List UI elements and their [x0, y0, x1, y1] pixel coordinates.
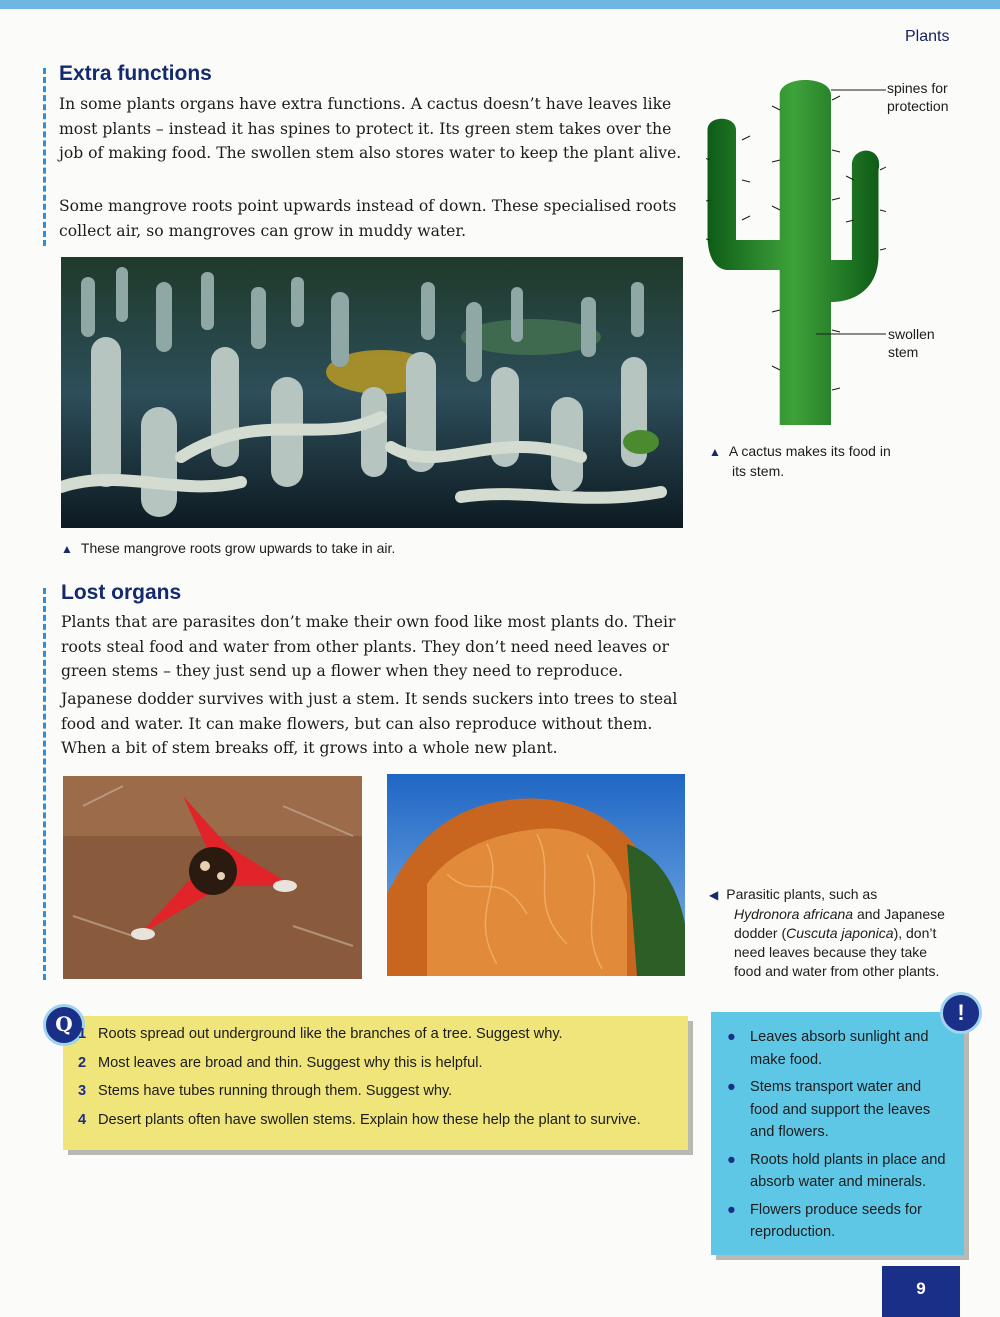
label-stem-line2: stem [888, 344, 919, 360]
question-text: Desert plants often have swollen stems. Explain how these help the plant to survive. [98, 1111, 641, 1128]
summary-text: Stems transport water and food and support the leaves and flowers. [750, 1079, 931, 1140]
species-name-cuscuta: Cuscuta japonica [786, 925, 894, 941]
parasites-caption-line5: food and water from other plants. [734, 963, 940, 979]
summary-item [723, 1149, 953, 1194]
label-spines-line2: protection [887, 98, 949, 114]
hydnora-flower-photo [63, 776, 362, 979]
mangrove-caption-text: These mangrove roots grow upwards to take in air. [80, 540, 396, 556]
margin-dashed-line [43, 588, 46, 980]
heading-lost-organs: Lost organs [61, 581, 182, 604]
question-item [78, 1112, 641, 1141]
page-number: 9 [882, 1266, 960, 1317]
paragraph-mangrove: Some mangrove roots point upwards instead of down. These specialised roots collect air, so mangroves can grow in muddy water. [59, 197, 677, 240]
up-arrow-icon: ▲ [61, 542, 73, 556]
question-number: 4 [78, 1111, 87, 1128]
summary-text: Flowers produce seeds for reproduction. [750, 1201, 922, 1240]
question-badge-icon: Q [43, 1004, 85, 1046]
question-text: Most leaves are broad and thin. Suggest why this is helpful. [98, 1054, 483, 1071]
margin-dashed-line [43, 68, 46, 246]
species-name-hydnora: Hydronora africana [734, 906, 854, 922]
bullet-icon: ● [727, 1151, 736, 1168]
parasites-caption-line3a: dodder ( [734, 925, 787, 941]
summary-text: Leaves absorb sunlight and make food. [750, 1029, 929, 1068]
question-number: 2 [78, 1054, 87, 1071]
cactus-caption [709, 442, 891, 481]
parasites-caption-line2: and Japanese [853, 906, 945, 922]
heading-extra-functions: Extra functions [59, 62, 212, 85]
exclamation-badge-icon: ! [940, 992, 982, 1034]
parasites-caption [709, 885, 969, 981]
parasites-caption-line1: Parasitic plants, such as [726, 886, 878, 902]
questions-list [78, 1026, 641, 1140]
label-swollen-stem [888, 325, 935, 361]
summary-list [723, 1026, 953, 1249]
left-arrow-icon: ◀ [709, 888, 719, 902]
paragraph-cactus: In some plants organs have extra functions. A cactus doesn’t have leaves like most plants – instead it has spines to protect it. Its green stem takes over the job of making food. The swollen stem also stores water to keep the plant alive. [59, 95, 682, 162]
top-color-bar [0, 0, 1000, 9]
summary-item [723, 1199, 953, 1244]
parasites-caption-line4: need leaves because they take [734, 944, 928, 960]
mangrove-roots-photo [61, 257, 683, 528]
question-item [78, 1026, 641, 1055]
paragraph-parasites: Plants that are parasites don’t make their own food like most plants do. Their roots steal food and water from other plants. They don’t need need leaves or green stems – they just send up a flower when they need to reproduce. [61, 613, 676, 680]
bullet-icon: ● [727, 1079, 736, 1095]
up-arrow-icon: ▲ [709, 445, 721, 459]
label-spines [887, 79, 948, 115]
cactus-illustration [706, 70, 886, 428]
bullet-icon: ● [727, 1201, 736, 1218]
summary-item [723, 1026, 953, 1071]
question-number: 3 [78, 1083, 87, 1099]
label-stem-line1: swollen [888, 326, 935, 342]
question-item [78, 1083, 641, 1112]
question-item [78, 1055, 641, 1084]
summary-text: Roots hold plants in place and absorb water and minerals. [750, 1151, 946, 1190]
parasites-caption-line3b: ), don’t [893, 925, 937, 941]
question-text: Stems have tubes running through them. Suggest why. [98, 1083, 453, 1099]
cactus-caption-line1: A cactus makes its food in [728, 443, 891, 459]
summary-item [723, 1076, 953, 1144]
dodder-photo [387, 774, 685, 976]
cactus-caption-line2: its stem. [732, 463, 785, 479]
label-spines-line1: spines for [887, 80, 948, 96]
question-text: Roots spread out underground like the branches of a tree. Suggest why. [98, 1026, 563, 1042]
section-title: Plants [905, 28, 950, 45]
paragraph-dodder: Japanese dodder survives with just a stem. It sends suckers into trees to steal food and water. It can make flowers, but can also reproduce without them. When a bit of stem breaks off, it grows into a whole new plant. [61, 690, 678, 757]
question-number: 1 [78, 1026, 87, 1042]
bullet-icon: ● [727, 1029, 736, 1045]
mangrove-caption [61, 539, 395, 559]
